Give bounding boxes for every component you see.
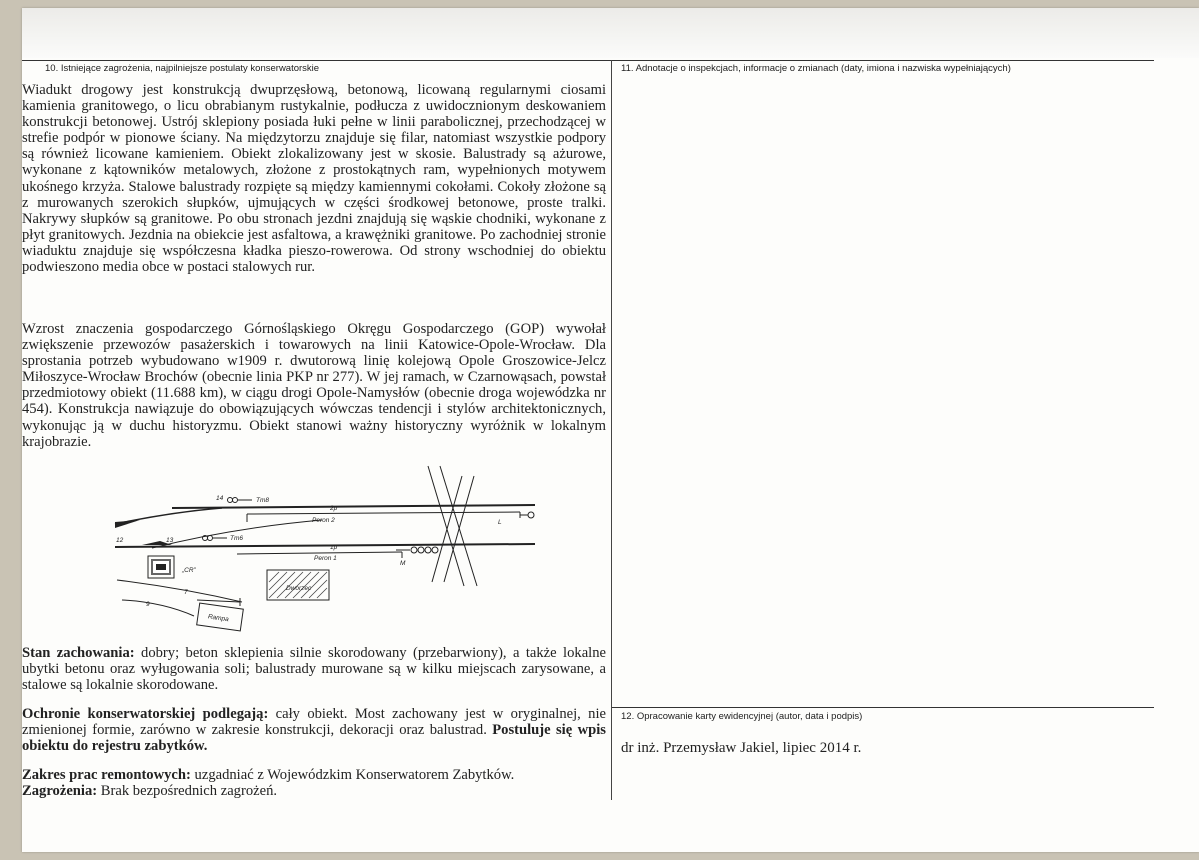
zakres-label: Zakres prac remontowych:: [22, 767, 191, 783]
track-14-label: 14: [216, 495, 224, 502]
stan-zachowania-paragraph: [22, 645, 606, 693]
ochrona-paragraph: [22, 706, 606, 754]
signal-tm8-label: Tm8: [256, 497, 269, 504]
description-paragraph: Wiadukt drogowy jest konstrukcją dwuprzęsłową, betonową, licowaną regularnymi ciosami kamienia granitowego, o licu obrabianym rustykalnie, podłucza z uwidocznionym deskowaniem konstrukcji betonowej. Ustrój sklepiony posiada łuki pełne w linii parabolicznej, przechodzącej w strefie podpór w pionowe ściany. Na międzytorzu znajduje się filar, natomiast wszystkie podpory są również licowane kamieniem. Obiekt zlokalizowany jest w skosie. Balustrady są ażurowe, wykonane z kątowników metalowych, złożone z prostokątnych ram, wypełnionych motywem ukośnego krzyża. Stalowe balustrady rozpięte są między kamiennymi cokołami. Cokoły złożone są z murowanych szerokich słupków, ujmujących w części środkowej betonowe, proste tralki. Nakrywy słupków są granitowe. Po obu stronach jezdni znajdują się wąskie chodniki, wykonane z płyt granitowych. Jezdnia na obiekcie jest asfaltowa, a krawężniki granitowe. Po zachodniej stronie wiaduktu znajduje się współczesna kładka pieszo-rowerowa. Od strony wschodniej do obiektu podwieszono media obce w postaci stalowych rur.: [22, 82, 606, 276]
track-1p-label: 1p: [330, 544, 338, 551]
zakres-text: uzgadniać z Wojewódzkim Konserwatorem Zabytków.: [190, 767, 515, 783]
history-paragraph: Wzrost znaczenia gospodarczego Górnośląskiego Okręgu Gospodarczego (GOP) wywołał zwiększenie przewozów pasażerskich i towarowych na linii Katowice-Opole-Wrocław. Dla sprostania potrzeb wybudowano w1909 r. dwutorową linię kolejową Opole Groszowice-Jelcz Miłoszyce-Wrocław Brochów (obecnie linia PKP nr 277). W jej ramach, w Czarnowąsach, powstał przedmiotowy obiekt (11.688 km), w ciągu drogi Opole-Namysłów (obecnie droga wojewódzka nr 454). Konstrukcja nawiązuje do obowiązujących wówczas tendencji i stylów architektonicznych, wykonując ją w duchu historyzmu. Obiekt stanowi ważny historyczny wyróżnik w lokalnym krajobrazie.: [22, 321, 606, 450]
section-11-header: 11. Adnotacje o inspekcjach, informacje o zmianach (daty, imiona i nazwiska wypełniających): [621, 63, 1011, 74]
peron-1-label: Peron 1: [314, 555, 337, 562]
zakres-paragraph: [22, 767, 606, 799]
signal-l-label: L: [498, 519, 502, 526]
zagrozenia-label: Zagrożenia:: [22, 783, 98, 800]
header-rule: [22, 60, 1154, 61]
ochrona-text: cały obiekt. Most zachowany jest w oryginalnej, nie zmienionej formie, zarówno w zakresie konstrukcji, dekoracji oraz balustrad.: [22, 706, 606, 739]
zagrozenia-text: Brak bezpośrednich zagrożeń.: [97, 783, 278, 800]
signal-m-label: M: [400, 560, 406, 567]
section-12-header: 12. Opracowanie karty ewidencyjnej (autor, data i podpis): [621, 711, 863, 722]
stan-text: dobry; beton sklepienia silnie skorodowany (przebarwiony), a także lokalne ubytki betonu oraz wyługowania soli; balustrady murowane są w kilku miejscach zarysowane, a stalowe są lokalnie skorodowane.: [22, 645, 606, 694]
section-12-rule: [612, 707, 1154, 708]
track-12-label: 12: [116, 537, 124, 544]
track-13-label: 13: [166, 537, 174, 544]
scan-top-band: [22, 8, 1199, 58]
section-10-header: 10. Istniejące zagrożenia, najpilniejsze postulaty konserwatorskie: [45, 63, 320, 74]
dworzec-label: Dworzec: [286, 585, 312, 592]
ochrona-label: Ochronie konserwatorskiej podlegają:: [22, 706, 269, 722]
track-9-label: 9: [146, 601, 150, 608]
station-track-diagram: [112, 462, 542, 638]
rampa-label: Rampa: [207, 613, 230, 624]
cr-label: „CR”: [182, 567, 196, 574]
column-divider: [611, 60, 612, 800]
peron-2-label: Peron 2: [312, 517, 335, 524]
postulat-text: Postuluje się wpis obiektu do rejestru zabytków.: [22, 722, 606, 755]
track-7-label: 7: [184, 589, 188, 596]
author-signature: dr inż. Przemysław Jakiel, lipiec 2014 r.: [621, 740, 862, 756]
signal-tm6-label: Tm6: [230, 535, 243, 542]
track-2p-label: 2p: [330, 505, 338, 512]
stan-label: Stan zachowania:: [22, 645, 135, 661]
